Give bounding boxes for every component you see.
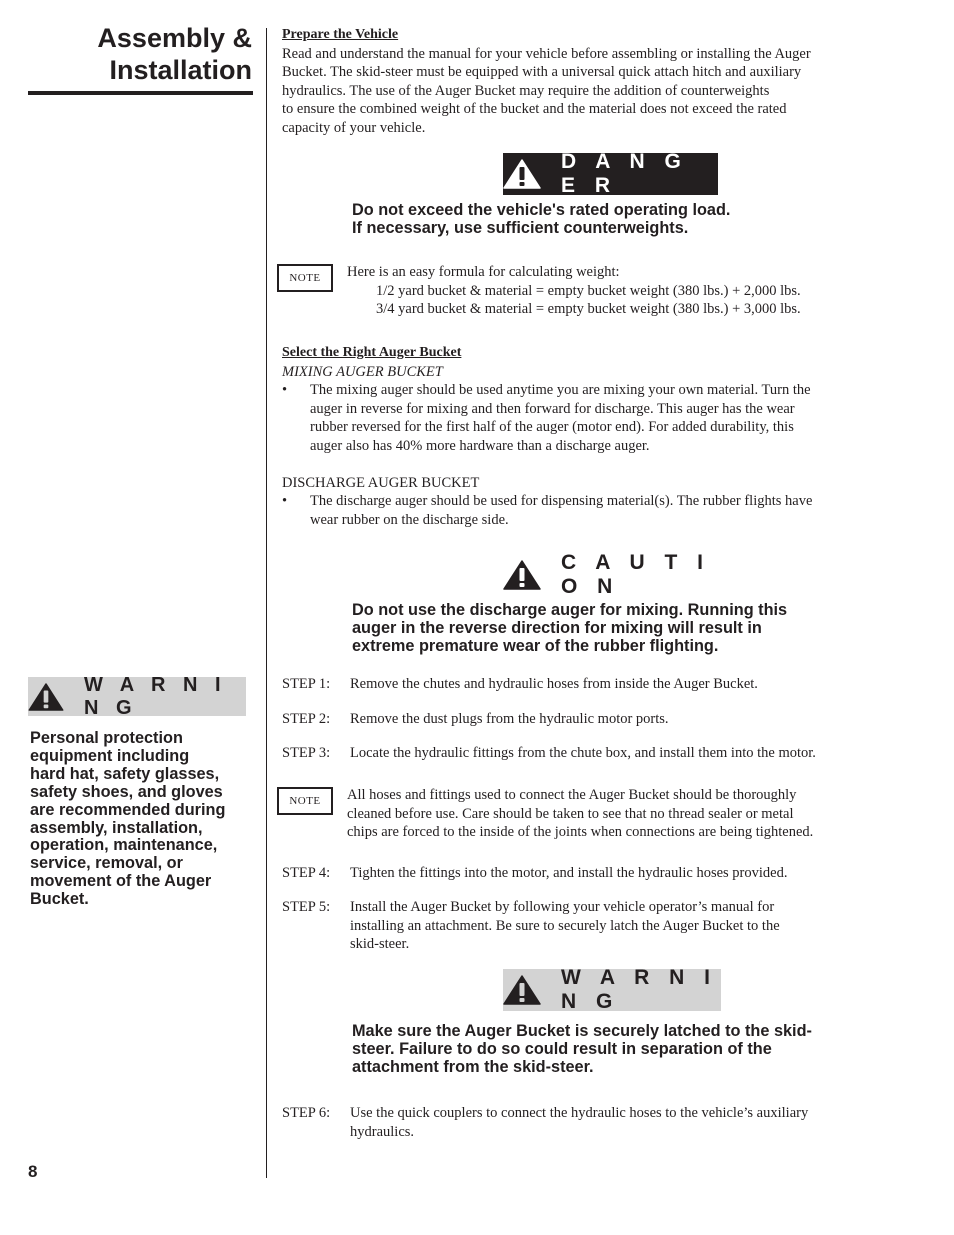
step-label: STEP 4: [282, 865, 331, 881]
side-warning-message [30, 730, 260, 909]
danger-line: If necessary, use sufficient counterweights. [352, 219, 689, 237]
prepare-line: to ensure the combined weight of the bucket and the material does not exceed the rated [282, 101, 787, 118]
step-label: STEP 6: [282, 1105, 331, 1121]
prepare-section [282, 26, 882, 138]
step-line: installing an attachment. Be sure to securely latch the Auger Bucket to the [350, 917, 780, 934]
danger-message [352, 201, 872, 237]
column-divider [266, 28, 267, 1178]
warning-message [352, 1022, 892, 1076]
step-line: Use the quick couplers to connect the hydraulic hoses to the vehicle’s auxiliary [350, 1105, 809, 1121]
section-title-line1: Assembly & [97, 23, 252, 53]
side-warning-line: operation, maintenance, [30, 836, 218, 855]
select-heading: Select the Right Auger Bucket [282, 345, 462, 360]
danger-line: Do not exceed the vehicle's rated operating load. [352, 201, 731, 219]
side-warning-line: service, removal, or [30, 854, 183, 873]
note-formula [347, 263, 887, 319]
side-warning-line: Personal protection [30, 729, 183, 747]
step-label: STEP 5: [282, 899, 331, 915]
prepare-heading: Prepare the Vehicle [282, 27, 399, 42]
page-number: 8 [28, 1162, 38, 1181]
prepare-line: Read and understand the manual for your vehicle before assembling or installing the Auger [282, 45, 811, 62]
step-6 [282, 1104, 882, 1141]
note-tag [277, 787, 333, 815]
note-hoses [347, 786, 887, 842]
side-warning-line: movement of the Auger [30, 872, 212, 891]
prepare-line: hydraulics. The use of the Auger Bucket may require the addition of counterweights [282, 82, 770, 99]
section-title-line2: Installation [109, 55, 252, 85]
step-3 [282, 744, 882, 763]
note-tag-text: NOTE [289, 795, 321, 807]
note-tag-text: NOTE [289, 272, 321, 284]
warning-line: Make sure the Auger Bucket is securely latched to the skid- [352, 1022, 812, 1040]
section-title [28, 22, 252, 86]
step-text: Remove the chutes and hydraulic hoses from inside the Auger Bucket. [350, 676, 758, 692]
note-line: All hoses and fittings used to connect the Auger Bucket should be thoroughly [347, 787, 797, 803]
step-1 [282, 675, 882, 694]
warning-triangle-icon [28, 683, 64, 711]
caution-line: extreme premature wear of the rubber flighting. [352, 637, 719, 655]
side-warning-line: equipment including [30, 746, 190, 765]
warning-line: attachment from the skid-steer. [352, 1058, 594, 1076]
warning-banner [503, 966, 721, 1013]
caution-line: auger in the reverse direction for mixing will result in [352, 619, 762, 637]
caution-line: Do not use the discharge auger for mixing. Running this [352, 601, 788, 619]
mixing-line: rubber reversed for the first half of the auger (motor end). For added durability, this [310, 419, 794, 436]
step-label: STEP 2: [282, 711, 331, 727]
mixing-line: auger also has 40% more hardware than a discharge auger. [310, 437, 650, 454]
danger-label: D A N G E R [561, 150, 688, 197]
discharge-line: The discharge auger should be used for dispensing material(s). The rubber flights have [310, 493, 813, 510]
side-warning-label: W A R N I N G [84, 673, 227, 719]
warning-label: W A R N I N G [561, 966, 717, 1013]
bullet-mark: • [282, 382, 288, 399]
warning-triangle-icon [503, 975, 541, 1005]
caution-message [352, 601, 892, 655]
discharge-text [310, 492, 812, 529]
step-text [350, 898, 780, 954]
note-tag [277, 264, 333, 292]
prepare-line: capacity of your vehicle. [282, 119, 426, 136]
step-label: STEP 3: [282, 745, 331, 761]
discharge-title: DISCHARGE AUGER BUCKET [282, 474, 480, 491]
side-warning-line: assembly, installation, [30, 818, 203, 837]
note-intro: Here is an easy formula for calculating weight: [347, 264, 620, 280]
formula-half-yard: 1/2 yard bucket & material = empty bucket weight (380 lbs.) + 2,000 lbs. [376, 282, 801, 299]
warning-line: steer. Failure to do so could result in separation of the [352, 1040, 772, 1058]
step-label: STEP 1: [282, 676, 331, 692]
step-line: hydraulics. [350, 1123, 415, 1140]
caution-banner [503, 551, 718, 598]
danger-banner [503, 150, 718, 197]
title-underline [28, 91, 253, 95]
step-5 [282, 898, 882, 954]
step-line: Install the Auger Bucket by following your vehicle operator’s manual for [350, 899, 775, 915]
step-text: Remove the dust plugs from the hydraulic motor ports. [350, 711, 669, 727]
caution-label: C A U T I O N [561, 551, 710, 598]
mixing-line: auger in reverse for mixing and then forward for discharge. This auger has the wear [310, 400, 795, 417]
side-warning-line: safety shoes, and gloves [30, 782, 223, 801]
formula-three-quarter-yard: 3/4 yard bucket & material = empty bucket weight (380 lbs.) + 3,000 lbs. [376, 301, 801, 318]
side-warning-line: are recommended during [30, 800, 226, 819]
mixing-text [310, 381, 811, 455]
warning-triangle-icon [503, 560, 541, 590]
step-text [350, 1104, 808, 1141]
step-text: Locate the hydraulic fittings from the chute box, and install them into the motor. [350, 745, 816, 761]
select-section [282, 344, 882, 529]
step-text: Tighten the fittings into the motor, and install the hydraulic hoses provided. [350, 865, 788, 881]
warning-triangle-icon [503, 159, 541, 189]
discharge-line: wear rubber on the discharge side. [310, 511, 509, 528]
prepare-line: Bucket. The skid-steer must be equipped with a universal quick attach hitch and auxiliary [282, 64, 802, 81]
mixing-bullet [282, 381, 882, 455]
note-line: cleaned before use. Care should be taken to see that no thread sealer or metal [347, 805, 794, 822]
note-line: chips are forced to the inside of the joints when connections are being tightened. [347, 824, 814, 841]
bullet-mark: • [282, 493, 288, 510]
side-warning-line: hard hat, safety glasses, [30, 764, 220, 783]
discharge-bullet [282, 492, 882, 529]
mixing-title: MIXING AUGER BUCKET [282, 363, 443, 380]
step-line: skid-steer. [350, 936, 410, 953]
side-warning-line: Bucket. [30, 890, 89, 909]
step-4 [282, 864, 882, 883]
step-2 [282, 710, 882, 729]
side-warning-banner [28, 673, 246, 719]
mixing-line: The mixing auger should be used anytime you are mixing your own material. Turn the [310, 382, 811, 399]
